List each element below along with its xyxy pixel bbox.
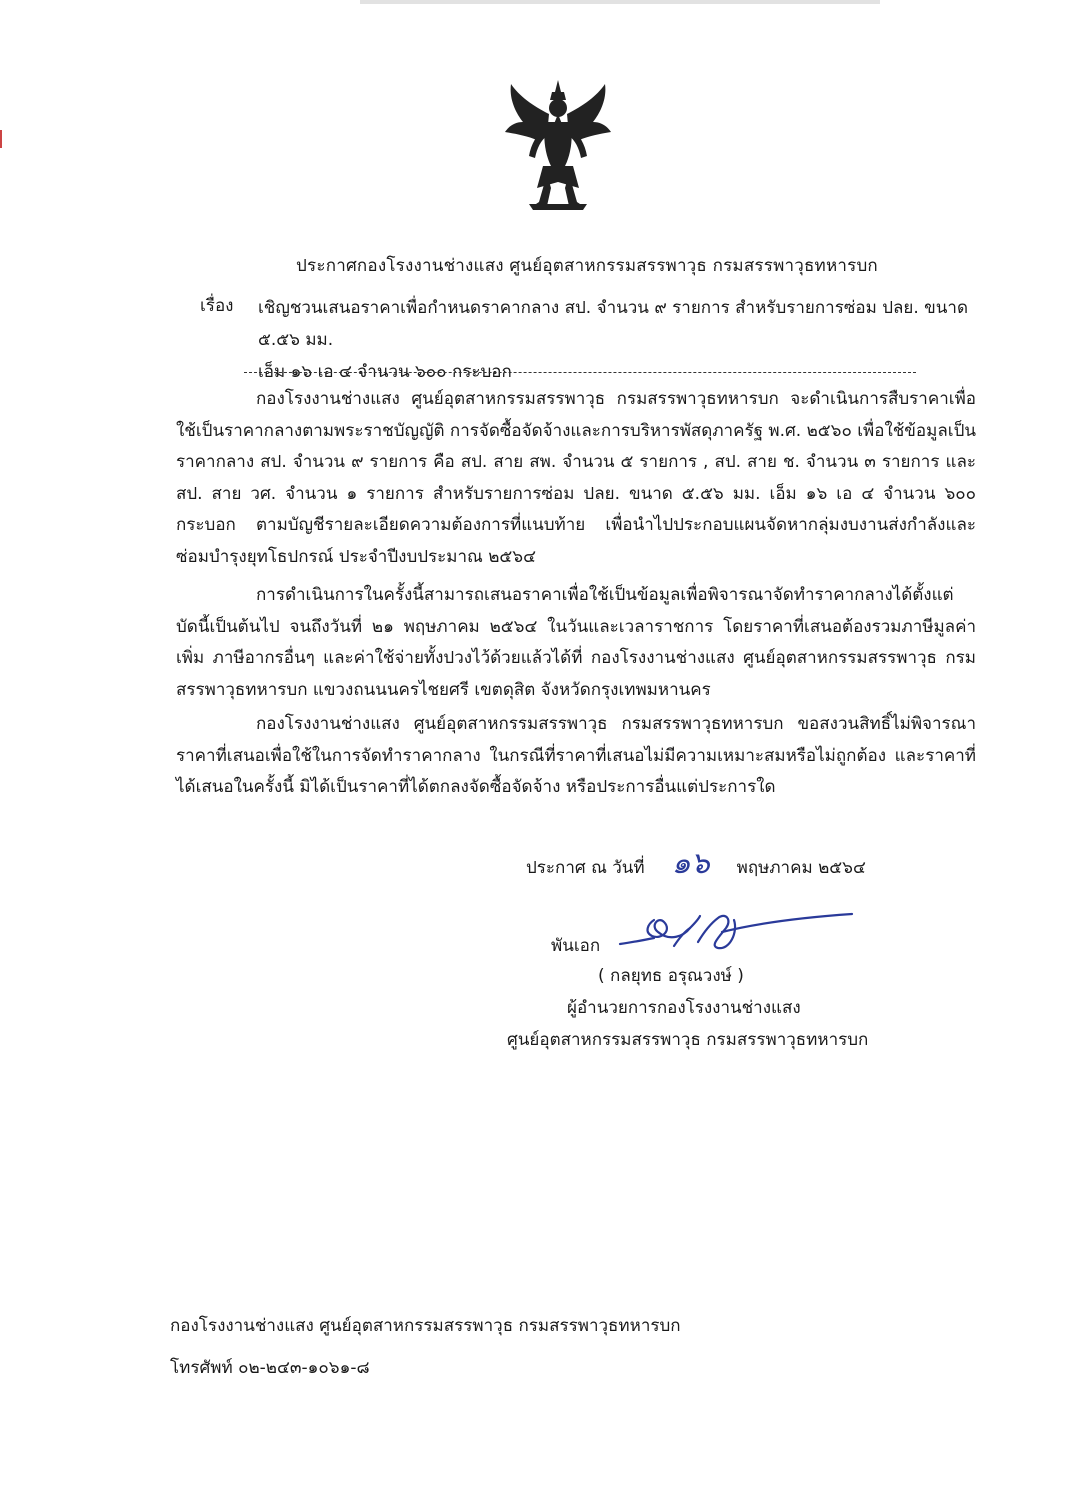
announcement-month-year: พฤษภาคม ๒๕๖๔ [736, 858, 866, 878]
paragraph-1-text: กองโรงงานช่างแสง ศูนย์อุตสาหกรรมสรรพาวุธ กรมสรรพาวุธทหารบก จะดำเนินการสืบราคาเพื่อใช้เป็นราคากลางตามพระราชบัญญัติ การจัดซื้อจัดจ้างและการบริหารพัสดุภาครัฐ พ.ศ. ๒๕๖๐ เพื่อใช้ข้อมูลเป็นราคากลาง สป. จำนวน ๙ รายการ คือ สป. สาย สพ. จำนวน ๕ รายการ , สป. สาย ช. จำนวน ๓ รายการ และ สป. สาย วศ. จำนวน ๑ รายการ สำหรับรายการซ่อม ปลย. ขนาด ๕.๕๖ มม. เอ็ม ๑๖ เอ ๔ จำนวน ๖๐๐ กระบอก ตามบัญชีรายละเอียดความต้องการที่แนบท้าย เพื่อนำไปประกอบแผนจัดหากลุ่มงบงานส่งกำลังและซ่อมบำรุงยุทโธปกรณ์ ประจำปีงบประมาณ ๒๕๖๔ [176, 389, 976, 567]
paragraph-3-text: กองโรงงานช่างแสง ศูนย์อุตสาหกรรมสรรพาวุธ กรมสรรพาวุธทหารบก ขอสงวนสิทธิ์ไม่พิจารณาราคาที่เสนอเพื่อใช้ในการจัดทำราคากลาง ในกรณีที่ราคาที่เสนอไม่มีความเหมาะสมหรือไม่ถูกต้อง และราคาที่ได้เสนอในครั้งนี้ มิได้เป็นราคาที่ได้ตกลงจัดซื้อจัดจ้าง หรือประการอื่นแต่ประการใด [176, 714, 976, 797]
paragraph-2 [176, 580, 976, 706]
dashed-divider [244, 372, 916, 373]
signatory-position-line-1: ผู้อำนวยการกองโรงงานช่างแสง [567, 998, 801, 1018]
document-title: ประกาศกองโรงงานช่างแสง ศูนย์อุตสาหกรรมสรรพาวุธ กรมสรรพาวุธทหารบก [296, 256, 878, 276]
announcement-date [526, 840, 866, 887]
paragraph-1 [176, 384, 976, 573]
paragraph-2-text: การดำเนินการในครั้งนี้สามารถเสนอราคาเพื่อใช้เป็นข้อมูลเพื่อพิจารณาจัดทำราคากลางได้ตั้งแต่บัดนี้เป็นต้นไป จนถึงวันที่ ๒๑ พฤษภาคม ๒๕๖๔ ในวันและเวลาราชการ โดยราคาที่เสนอต้องรวมภาษีมูลค่าเพิ่ม ภาษีอากรอื่นๆ และค่าใช้จ่ายทั้งปวงไว้ด้วยแล้วได้ที่ กองโรงงานช่างแสง ศูนย์อุตสาหกรรมสรรพาวุธ กรมสรรพาวุธทหารบก แขวงถนนนครไชยศรี เขตดุสิต จังหวัดกรุงเทพมหานคร [176, 585, 976, 700]
paragraph-3 [176, 709, 976, 804]
scan-top-shadow [360, 0, 880, 4]
signatory-rank: พันเอก [551, 936, 601, 956]
subject-line-2: เอ็ม ๑๖ เอ ๔ จำนวน ๖๐๐ กระบอก [258, 362, 512, 382]
footer-organization: กองโรงงานช่างแสง ศูนย์อุตสาหกรรมสรรพาวุธ กรมสรรพาวุธทหารบก [170, 1316, 681, 1336]
subject-line-1: เชิญชวนเสนอราคาเพื่อกำหนดราคากลาง สป. จำนวน ๙ รายการ สำหรับรายการซ่อม ปลย. ขนาด ๕.๕๖ มม. [258, 298, 968, 350]
subject-text [258, 292, 970, 388]
announcement-day: ๑๖ [671, 846, 710, 881]
handwritten-signature [614, 902, 858, 966]
subject-label: เรื่อง [200, 296, 234, 316]
signatory-name: ( กลยุทธ อรุณวงษ์ ) [598, 966, 744, 986]
announcement-prefix: ประกาศ ณ วันที่ [526, 858, 645, 878]
scan-edge-mark [0, 130, 2, 148]
signatory-position-line-2: ศูนย์อุตสาหกรรมสรรพาวุธ กรมสรรพาวุธทหารบก [507, 1030, 869, 1050]
garuda-emblem-icon [503, 78, 613, 210]
footer-phone: โทรศัพท์ ๐๒-๒๔๓-๑๐๖๑-๘ [170, 1358, 370, 1378]
